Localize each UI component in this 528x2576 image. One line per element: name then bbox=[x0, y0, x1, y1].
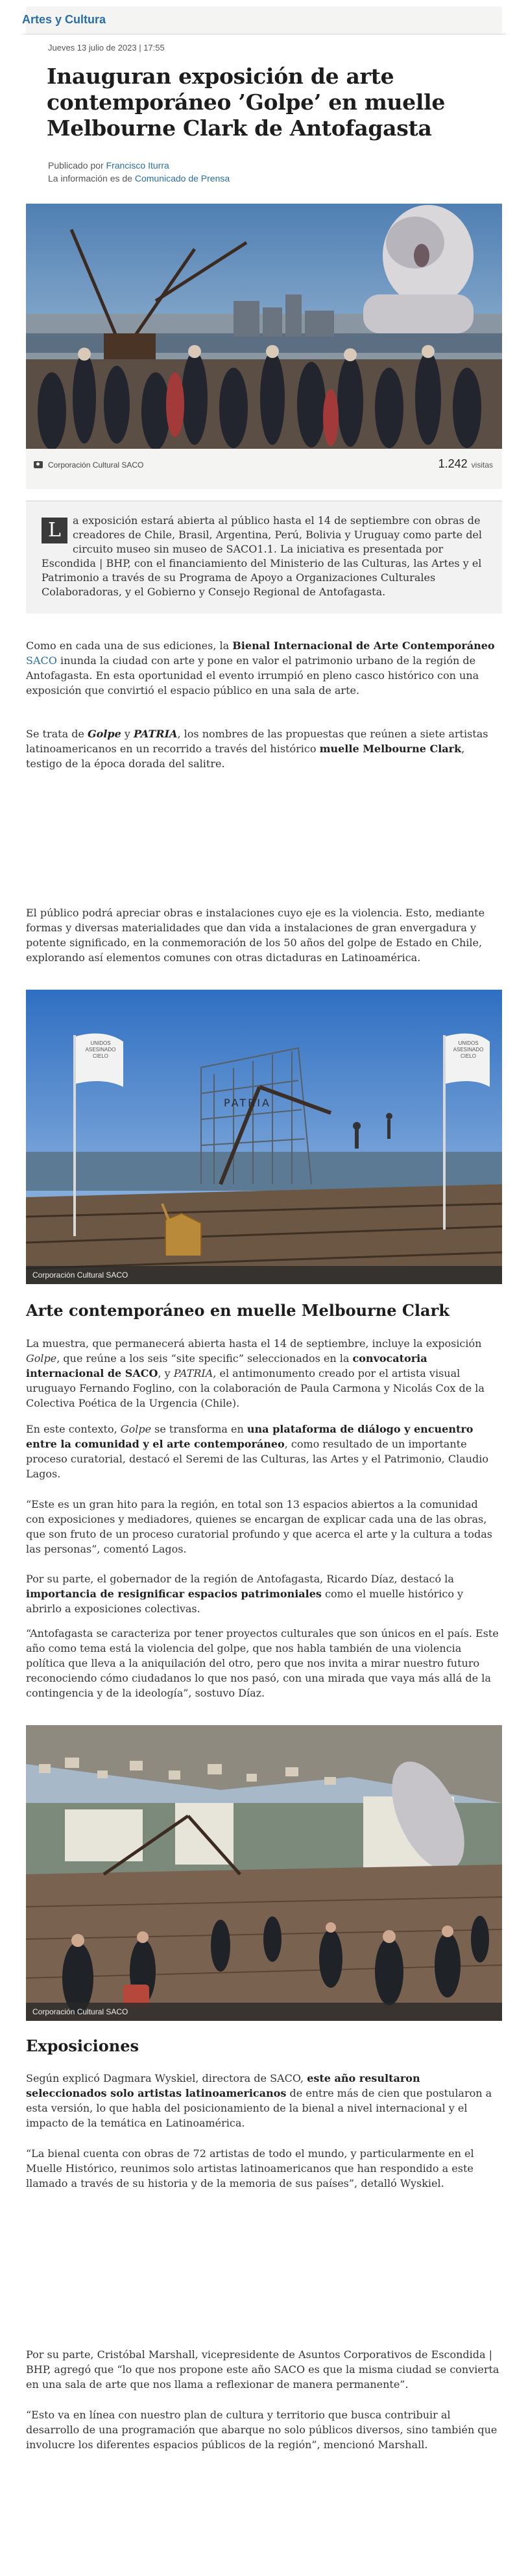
visit-count: 1.242 bbox=[438, 457, 468, 470]
published-by-label: Publicado por bbox=[48, 160, 106, 171]
p2-text-b: y bbox=[121, 728, 134, 740]
visit-label: visitas bbox=[471, 460, 493, 470]
paragraph-violencia: El público podrá apreciar obras e instalaciones cuyo eje es la violencia. Esto, mediante formas y diversas materialidades que dan vida a instalaciones de gran envergadura y potente significado, en la conmemoración de los 50 años del golpe de Estado en Chile, explorando así elementos comunes con otras dictaduras en Latinoamérica. bbox=[26, 907, 485, 964]
paragraph-marshall: Por su parte, Cristóbal Marshall, vicepresidente de Asuntos Corporativos de Escondida | BHP, agregó que “lo que nos propone este año SACO es que la misma ciudad se convierta en una sala de arte que nos llama a reflexionar de manera permanente”. bbox=[26, 2348, 499, 2391]
flag-left-text: UNIDOS ASESINADO CIELO bbox=[85, 1040, 116, 1059]
photo2-credit: Corporación Cultural SACO bbox=[26, 1266, 502, 1284]
photo-patria bbox=[26, 990, 502, 1284]
photo-muelle-crowd bbox=[26, 1725, 502, 2021]
photo3-credit: Corporación Cultural SACO bbox=[26, 2003, 502, 2021]
p5-bold: una plataforma de diálogo y encuentro entre la comunidad y el arte contemporáneo bbox=[26, 1423, 474, 1450]
source-link[interactable]: Comunicado de Prensa bbox=[134, 173, 230, 184]
p2-text-d: , testigo de la época dorada del salitre. bbox=[26, 743, 465, 770]
paragraph-golpe-patria bbox=[26, 726, 499, 771]
paragraph-bienal bbox=[26, 638, 499, 698]
p7-bold: importancia de resignificar espacios patrimoniales bbox=[26, 1588, 322, 1600]
hero-photo bbox=[26, 204, 502, 449]
lead-text: a exposición estará abierta al público hasta el 14 de septiembre con obras de creadores de Chile, Brasil, Argentina, Perú, Bolivia y Uruguay como parte del circuito museo sin museo de SACO1.1. La iniciativa es presentada por Escondida | BHP, con el financiamiento del Ministerio de las Culturas, las Artes y el Patrimonio a través de su Programa de Apoyo a Organizaciones Culturales Colaboradoras, y el Gobierno y Consejo Regional de Antofagasta. bbox=[42, 514, 483, 598]
hero-credit bbox=[34, 460, 143, 470]
camera-icon bbox=[34, 461, 43, 468]
byline bbox=[48, 159, 230, 185]
p2-muelle: muelle Melbourne Clark bbox=[319, 743, 462, 755]
hero-credit-text: Corporación Cultural SACO bbox=[48, 460, 144, 470]
paragraph-lagos-quote: “Este es un gran hito para la región, en total son 13 espacios abiertos a la comunidad con exposiciones y mediadores, quienes se encargan de explicar cada una de las obras, que son fruto de un proceso curatorial profundo y que acerca el arte y la cultura a todas las personas”, comentó Lagos. bbox=[26, 1498, 492, 1555]
dropcap: L bbox=[42, 518, 67, 543]
p1-bold: Bienal Internacional de Arte Contemporáneo bbox=[232, 639, 495, 652]
lead-paragraph bbox=[42, 514, 483, 599]
p4-bold: convocatoria internacional de SACO bbox=[26, 1352, 427, 1379]
p4-text-c: , y bbox=[158, 1367, 174, 1379]
p5-text-c: , como resultado de un importante proceso curatorial, destacó el Seremi de las Culturas, las Artes y el Patrimonio, Claudio Lagos. bbox=[26, 1438, 489, 1480]
paragraph-diaz-quote: “Antofagasta se caracteriza por tener proyectos culturales que son únicos en el país. Este año como tema está la violencia del golpe, que nos habla también de una violencia política que lleva a la aniquilación del otro, pero que nos invita a mirar nuestro futuro reconociendo cómo ciudadanos lo que nos pasó, con una mirada que vaya más allá de la contingencia y de la ideología”, sostuvo Díaz. bbox=[26, 1627, 499, 1699]
paragraph-contexto bbox=[26, 1422, 499, 1481]
p7-text-b: como el muelle histórico y abrirlo a exposiciones colectivas. bbox=[26, 1588, 464, 1615]
p2-text-c: , los nombres de las propuestas que reúnen a siete artistas latinoamericanos en un recorrido a través del histórico bbox=[26, 728, 488, 755]
p4-text-d: , el antimonumento creado por el artista visual uruguayo Fernando Foglino, con la colaboración de Paula Carmona y Nicolás Cox de la Colectiva Poética de la Urgencia (Chile). bbox=[26, 1367, 485, 1409]
paragraph-marshall-quote: “Esto va en línea con nuestro plan de cultura y territorio que busca contribuir al desarrollo de una programación que abarque no solo públicos diversos, sino también que involucre los diferentes espacios públicos de la región”, mencionó Marshall. bbox=[26, 2409, 498, 2451]
subheading-exposiciones: Exposiciones bbox=[26, 2036, 139, 2055]
section-link[interactable]: Artes y Cultura bbox=[22, 13, 106, 26]
article-headline: Inauguran exposición de arte contemporáneo ’Golpe’ en muelle Melbourne Clark de Antofagasta bbox=[47, 64, 446, 141]
p4-text-b: , que reúne a los seis “site specific” seleccionados en la bbox=[56, 1352, 353, 1365]
p4-golpe: Golpe bbox=[26, 1352, 57, 1365]
subheading-muelle: Arte contemporáneo en muelle Melbourne Clark bbox=[26, 1301, 450, 1320]
p1-text-a: Como en cada una de sus ediciones, la bbox=[26, 639, 233, 652]
p2-patria: PATRIA bbox=[133, 728, 178, 740]
p9-text-a: Según explicó Dagmara Wyskiel, directora de SACO, bbox=[26, 2072, 307, 2084]
flag-right-text: UNIDOS ASESINADO CIELO bbox=[453, 1040, 484, 1059]
p5-golpe: Golpe bbox=[120, 1423, 152, 1435]
p2-text-a: Se trata de bbox=[26, 728, 88, 740]
p4-patria: PATRIA bbox=[173, 1367, 213, 1379]
p5-text-a: En este contexto, bbox=[26, 1423, 121, 1435]
publish-date: Jueves 13 julio de 2023 | 17:55 bbox=[48, 43, 165, 53]
paragraph-gobernador bbox=[26, 1571, 499, 1616]
p7-text-a: Por su parte, el gobernador de la región de Antofagasta, Ricardo Díaz, destacó la bbox=[26, 1573, 454, 1585]
saco-link[interactable]: SACO bbox=[26, 654, 57, 667]
visit-counter bbox=[438, 457, 493, 471]
p5-text-b: se transforma en bbox=[151, 1423, 247, 1435]
patria-sign: PATRIA bbox=[224, 1097, 271, 1109]
author-link[interactable]: Francisco Iturra bbox=[106, 160, 169, 171]
paragraph-wyskiel bbox=[26, 2071, 499, 2130]
p9-bold: este año resultaron seleccionados solo artistas latinoamericanos bbox=[26, 2072, 420, 2099]
p1-text-c: inunda la ciudad con arte y pone en valor el patrimonio urbano de la región de Antofagasta. En esta oportunidad el evento irrumpió en pleno casco histórico con una exposición que convirtió el espacio público en una sala de arte. bbox=[26, 654, 479, 697]
p2-golpe: Golpe bbox=[87, 728, 121, 740]
p9-text-b: de entre más de cien que postularon a esta versión, lo que habla del posicionamiento de la bienal a nivel internacional y el impacto de la temática en Latinoamérica. bbox=[26, 2087, 492, 2129]
p4-text-a: La muestra, que permanecerá abierta hasta el 14 de septiembre, incluye la exposición bbox=[26, 1337, 482, 1350]
paragraph-muestra bbox=[26, 1336, 499, 1411]
paragraph-wyskiel-quote: “La bienal cuenta con obras de 72 artistas de todo el mundo, y particularmente en el Muelle Histórico, reunimos solo artistas latinoamericanos que han respondido a este llamado a través de su historia y de la memoria de sus países”, detalló Wyskiel. bbox=[26, 2147, 474, 2189]
source-label: La información es de bbox=[48, 173, 135, 184]
